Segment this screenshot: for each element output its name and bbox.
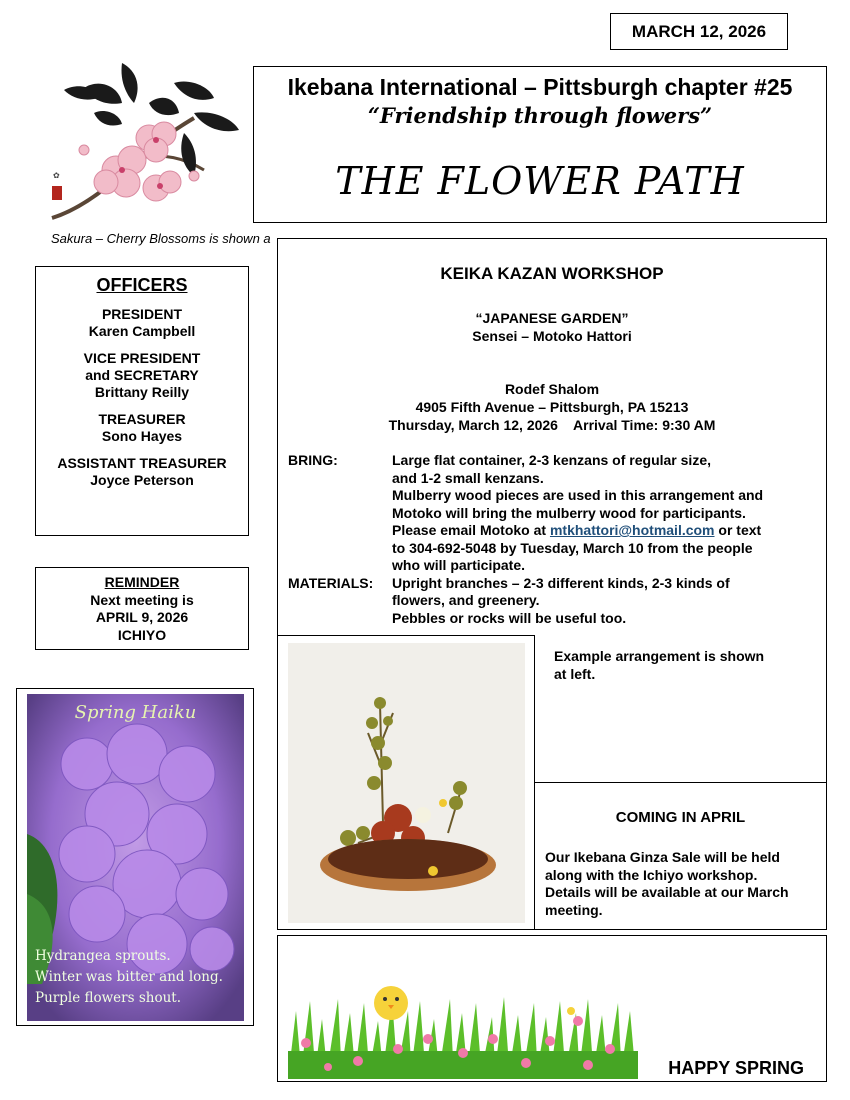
- april-line: Details will be available at our March: [545, 884, 789, 900]
- reminder-heading: REMINDER: [104, 574, 180, 590]
- officer-assistant-treasurer: [36, 455, 248, 489]
- april-heading: COMING IN APRIL: [615, 809, 746, 826]
- newsletter-header: [253, 66, 827, 223]
- motto: “Friendship through flowers”: [367, 103, 713, 128]
- officers-heading: OFFICERS: [96, 275, 188, 295]
- bring-label: BRING:: [288, 452, 338, 468]
- haiku-line: Winter was bitter and long.: [35, 969, 223, 985]
- newsletter-title: THE FLOWER PATH: [335, 159, 745, 203]
- workshop-title: KEIKA KAZAN WORKSHOP: [440, 264, 664, 283]
- sakura-illustration: [44, 58, 244, 228]
- officers-panel: [35, 266, 249, 536]
- officer-role: TREASURER: [98, 411, 186, 427]
- organization-name: Ikebana International – Pittsburgh chapter #25: [287, 74, 793, 100]
- haiku-image: [27, 694, 244, 1021]
- workshop-address: 4905 Fifth Avenue – Pittsburgh, PA 15213: [415, 399, 689, 415]
- happy-spring-panel: [277, 935, 827, 1082]
- bring-line: to 304-692-5048 by Tuesday, March 10 from the people: [392, 539, 753, 556]
- bring-line: or text: [714, 522, 762, 538]
- bring-line: Please email Motoko at: [392, 522, 550, 538]
- bring-line: who will participate.: [392, 557, 526, 573]
- example-photo-frame: [277, 635, 535, 930]
- workshop-venue: Rodef Shalom: [504, 381, 600, 397]
- april-line: meeting.: [545, 901, 603, 918]
- bring-line: and 1-2 small kenzans.: [392, 469, 544, 486]
- coming-in-april-panel: [534, 782, 827, 930]
- april-line: along with the Ichiyo workshop.: [545, 866, 758, 883]
- officer-role: VICE PRESIDENT: [83, 350, 201, 366]
- next-meeting-topic: ICHIYO: [117, 626, 167, 643]
- workshop-details: [288, 452, 818, 627]
- happy-spring-text: HAPPY SPRING: [668, 1058, 804, 1078]
- workshop-date-time: Thursday, March 12, 2026 Arrival Time: 9:30 AM: [388, 417, 716, 433]
- materials-line: flowers, and greenery.: [392, 592, 540, 608]
- officer-president: [36, 306, 248, 340]
- bring-line: Mulberry wood pieces are used in this arrangement and: [392, 487, 764, 503]
- reminder-panel: [35, 567, 249, 650]
- materials-label: MATERIALS:: [288, 574, 374, 591]
- example-caption-line: Example arrangement is shown: [554, 648, 765, 664]
- example-arrangement-photo: [288, 643, 525, 923]
- email-link[interactable]: mtkhattori@hotmail.com: [549, 522, 715, 538]
- example-caption: [554, 648, 804, 683]
- officer-treasurer: [36, 411, 248, 445]
- workshop-sensei: Sensei – Motoko Hattori: [472, 328, 632, 344]
- haiku-frame: [16, 688, 254, 1026]
- haiku-title: Spring Haiku: [74, 702, 197, 723]
- officer-name: Joyce Peterson: [90, 472, 194, 488]
- officer-vice-president: [36, 350, 248, 401]
- haiku-line: Hydrangea sprouts.: [35, 948, 171, 964]
- example-caption-line: at left.: [554, 665, 596, 682]
- materials-line: Pebbles or rocks will be useful too.: [392, 609, 627, 626]
- sakura-caption: Sakura – Cherry Blossoms is shown a: [51, 231, 271, 246]
- officer-role: PRESIDENT: [101, 306, 183, 322]
- officer-name: Karen Campbell: [88, 323, 196, 339]
- reminder-line: Next meeting is: [90, 591, 194, 608]
- officer-role: ASSISTANT TREASURER: [57, 455, 227, 471]
- bring-line: Large flat container, 2-3 kenzans of regular size,: [392, 452, 711, 468]
- april-line: Our Ikebana Ginza Sale will be held: [545, 849, 780, 865]
- materials-line: Upright branches – 2-3 different kinds, 2-3 kinds of: [392, 574, 730, 591]
- date-badge: [610, 13, 788, 50]
- grass-chick-illustration: [288, 981, 638, 1079]
- officer-role-secondary: and SECRETARY: [85, 367, 199, 383]
- svg-text:✿: ✿: [53, 171, 60, 180]
- officer-name: Brittany Reilly: [94, 384, 190, 400]
- workshop-theme: “JAPANESE GARDEN”: [475, 310, 629, 326]
- next-meeting-date: APRIL 9, 2026: [95, 609, 189, 625]
- officer-name: Sono Hayes: [101, 428, 183, 444]
- bring-line: Motoko will bring the mulberry wood for participants.: [392, 504, 746, 521]
- issue-date: MARCH 12, 2026: [631, 21, 767, 41]
- haiku-line: Purple flowers shout.: [35, 990, 181, 1006]
